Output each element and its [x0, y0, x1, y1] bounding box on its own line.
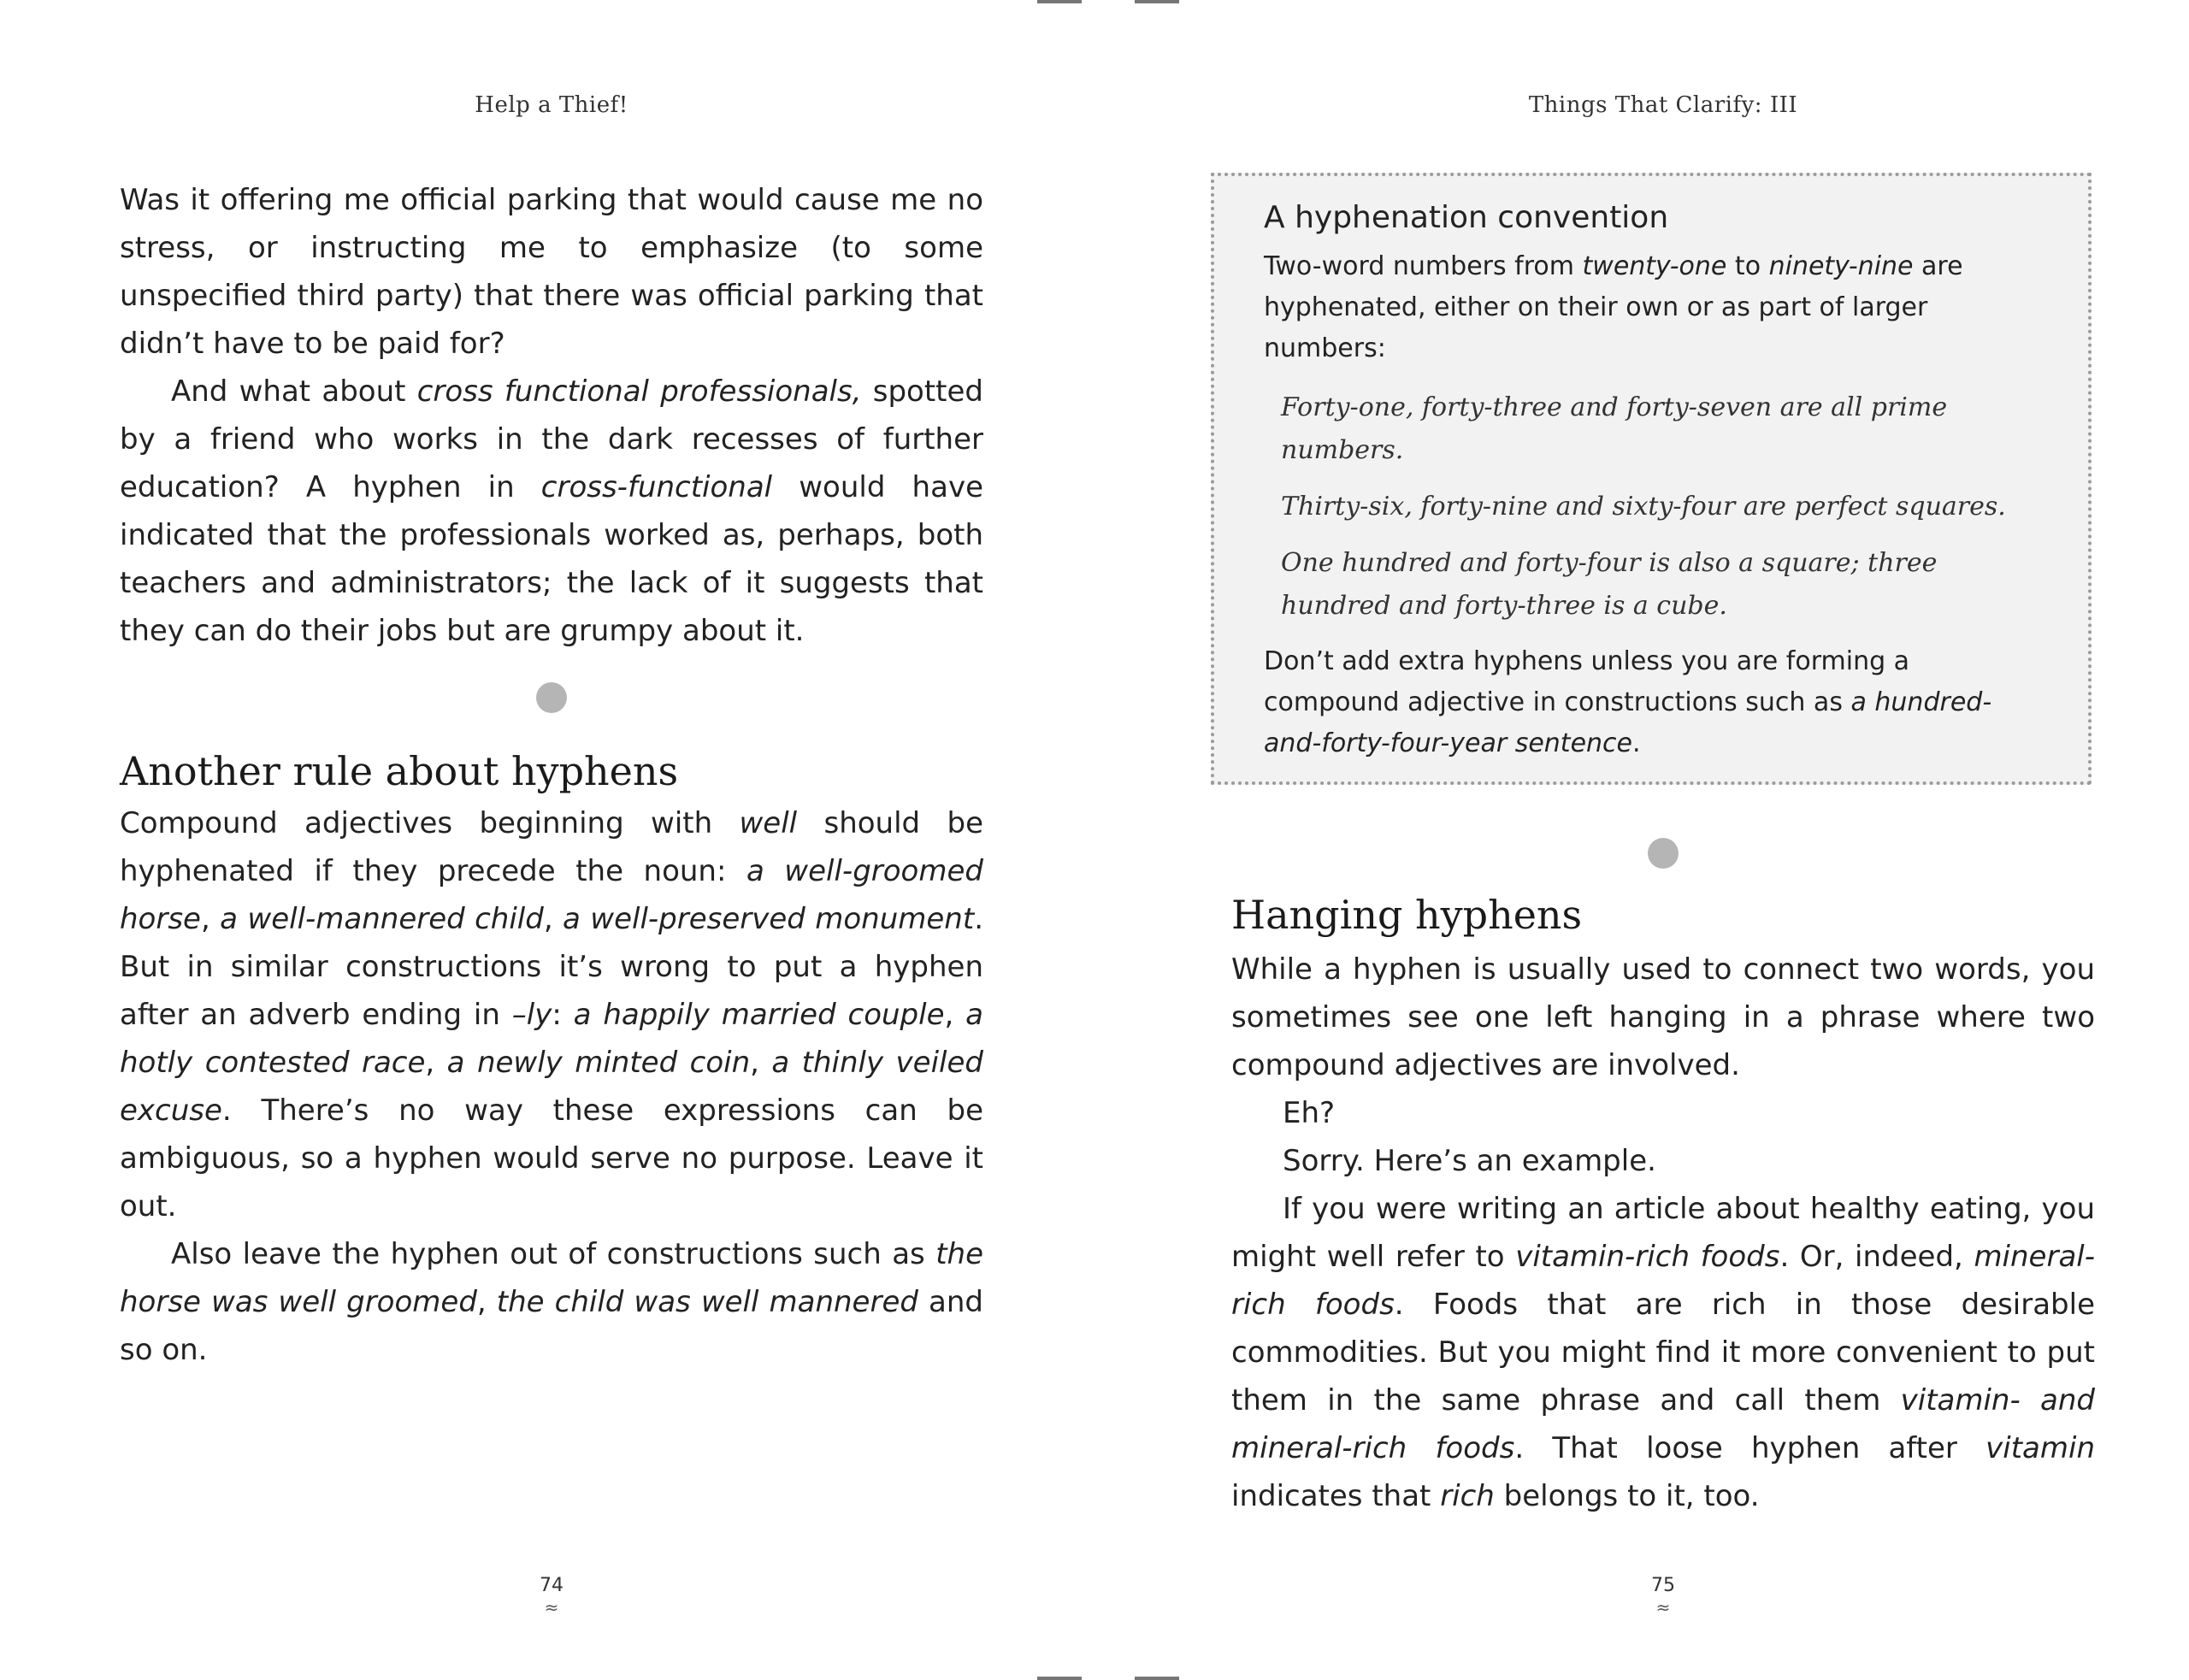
section-heading: Another rule about hyphens — [120, 748, 679, 794]
right-page — [1231, 0, 2095, 1680]
section-separator — [1231, 838, 2095, 869]
running-head-left: Help a Thief! — [475, 92, 628, 118]
paragraph: Was it offering me official parking that would cause me no stress, or instructing me to emphasize (to some unspecified third party) that there was official parking that didn’t have to be paid for? — [120, 183, 983, 361]
paragraph: And what about cross functional professionals, spotted by a friend who works in the dark recesses of further education? A hyphen in cross-functional would have indicated that the professionals worked as, perhaps, both teachers and administrators; the lack of it suggests that they can do their jobs but are grumpy about it. — [120, 374, 984, 648]
paragraph: Compound adjectives beginning with well should be hyphenated if they precede the noun: a well-groomed horse, a well-mannered child, a well-preserved monument. But in similar constructions it’s wrong to put a hyphen after an adverb ending in –ly: a happily married couple, a hotly contested race, a newly minted coin, a thinly veiled excuse. There’s no way these expressions can be ambiguous, so a hyphen would serve no purpose. Leave it out. — [120, 806, 984, 1223]
wave-ornament-icon: ≈ — [544, 1597, 559, 1618]
paragraph: While a hyphen is usually used to connect two words, you sometimes see one left hanging in a phrase where two compound adjectives are involved. — [1231, 952, 2095, 1082]
sidebar-example: One hundred and forty-four is also a square; three hundred and forty-three is a cube. — [1281, 548, 1938, 621]
folio-left — [120, 1575, 983, 1618]
gutter-mark-top-right — [1135, 0, 1179, 3]
paragraph: Also leave the hyphen out of constructions such as the horse was well groomed, the child was well mannered and so on. — [120, 1237, 983, 1367]
paragraph: If you were writing an article about healthy eating, you might well refer to vitamin-rich foods. Or, indeed, mineral-rich foods. Foods that are rich in those desirable commodities. But you might find it more convenient to put them in the same phrase and call them vitamin- and mineral-rich foods. That loose hyphen after vitamin indicates that rich belongs to it, too. — [1231, 1192, 2096, 1513]
gutter-mark-bottom-right — [1135, 1677, 1179, 1680]
dialog-line: Sorry. Here’s an example. — [1283, 1144, 1656, 1178]
page-number: 75 — [1651, 1575, 1675, 1596]
left-section-text — [120, 799, 983, 1374]
running-head-right: Things That Clarify: III — [1528, 92, 1798, 118]
right-section-text — [1231, 946, 2095, 1520]
section-heading: Hanging hyphens — [1231, 892, 1583, 938]
section-separator — [120, 682, 983, 713]
sidebar-example: Forty-one, forty-three and forty-seven are all prime numbers. — [1281, 392, 1948, 465]
wave-ornament-icon: ≈ — [1655, 1597, 1671, 1618]
sidebar-title: A hyphenation convention — [1264, 200, 1669, 235]
dialog-line: Eh? — [1283, 1096, 1336, 1130]
left-page — [120, 0, 983, 1680]
separator-dot-icon — [536, 682, 567, 713]
gutter-mark-top-left — [1037, 0, 1082, 3]
sidebar-outro: Don’t add extra hyphens unless you are forming a compound adjective in constructions such as a hundred-and-forty-four-year sentence. — [1264, 646, 1992, 758]
sidebar-box — [1211, 173, 2092, 785]
sidebar-intro: Two-word numbers from twenty-one to ninety-nine are hyphenated, either on their own or as part of larger numbers: — [1264, 251, 1963, 363]
page-number: 74 — [540, 1575, 563, 1596]
sidebar-example: Thirty-six, forty-nine and sixty-four are perfect squares. — [1281, 492, 2006, 522]
sidebar-examples — [1264, 386, 2039, 628]
left-opening-text — [120, 176, 983, 655]
gutter-mark-bottom-left — [1037, 1677, 1082, 1680]
folio-right — [1231, 1575, 2095, 1618]
separator-dot-icon — [1648, 838, 1679, 869]
